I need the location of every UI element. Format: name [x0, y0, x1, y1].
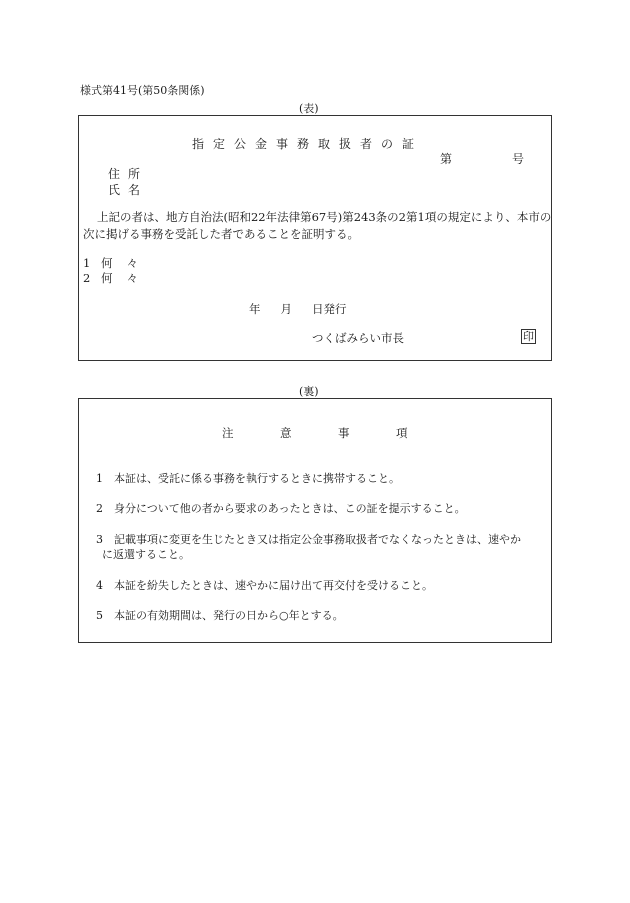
notes-title	[222, 425, 408, 441]
note-number: 2	[96, 502, 103, 515]
note-text: 身分について他の者から要求のあったときは、この証を提示すること。	[114, 502, 466, 515]
note-text: 本証の有効期間は、発行の日から○年とする。	[114, 609, 344, 622]
certification-text-line-2: 次に掲げる事務を受託した者であることを証明する。	[83, 227, 359, 241]
certificate-title: 指定公金事務取扱者の証	[192, 137, 424, 151]
note-number: 4	[96, 579, 103, 592]
seal-box: 印	[523, 330, 534, 343]
note-text: 本証を紛失したときは、速やかに届け出て再交付を受けること。	[114, 579, 433, 592]
front-side-label: (表)	[299, 102, 319, 115]
note-item	[96, 607, 344, 623]
list-item	[83, 255, 138, 271]
note-number: 5	[96, 609, 103, 622]
back-side-label: (裏)	[299, 385, 319, 398]
address-field	[108, 165, 140, 182]
item-text: 々	[126, 271, 138, 285]
item-text: 何	[101, 256, 113, 270]
notes-title-char: 注	[222, 426, 234, 440]
note-text: 記載事項に変更を生じたとき又は指定公金事務取扱者でなくなったときは、速やか	[114, 533, 521, 546]
note-item	[96, 577, 433, 593]
note-item	[96, 500, 466, 516]
certificate-number	[440, 150, 524, 167]
notes-title-char: 事	[338, 426, 350, 440]
note-number: 1	[96, 472, 103, 485]
note-item	[96, 531, 521, 547]
date-issued: 日発行	[312, 302, 347, 316]
notes-title-char: 項	[396, 426, 408, 440]
note-item	[96, 470, 400, 486]
number-suffix: 号	[512, 152, 525, 166]
name-label-1: 氏	[108, 183, 121, 197]
date-year: 年	[249, 302, 261, 316]
number-prefix: 第	[440, 152, 453, 166]
note-text: 本証は、受託に係る事務を執行するときに携帯すること。	[114, 472, 400, 485]
name-field	[108, 181, 140, 198]
date-month: 月	[280, 302, 292, 316]
list-item	[83, 270, 138, 286]
note-continuation: に返還すること。	[102, 548, 190, 561]
address-label-2: 所	[128, 167, 141, 181]
issue-date	[249, 301, 347, 317]
address-label-1: 住	[108, 167, 121, 181]
item-text: 々	[126, 256, 138, 270]
item-number: 2	[83, 271, 91, 285]
issuer-name: つくばみらい市長	[312, 331, 404, 345]
notes-title-char: 意	[280, 426, 292, 440]
item-number: 1	[83, 256, 91, 270]
form-number: 様式第41号(第50条関係)	[80, 84, 205, 97]
certification-text-line-1: 上記の者は、地方自治法(昭和22年法律第67号)第243条の2第1項の規定により、本市の	[97, 210, 552, 224]
item-text: 何	[101, 271, 113, 285]
name-label-2: 名	[128, 183, 141, 197]
note-number: 3	[96, 533, 103, 546]
